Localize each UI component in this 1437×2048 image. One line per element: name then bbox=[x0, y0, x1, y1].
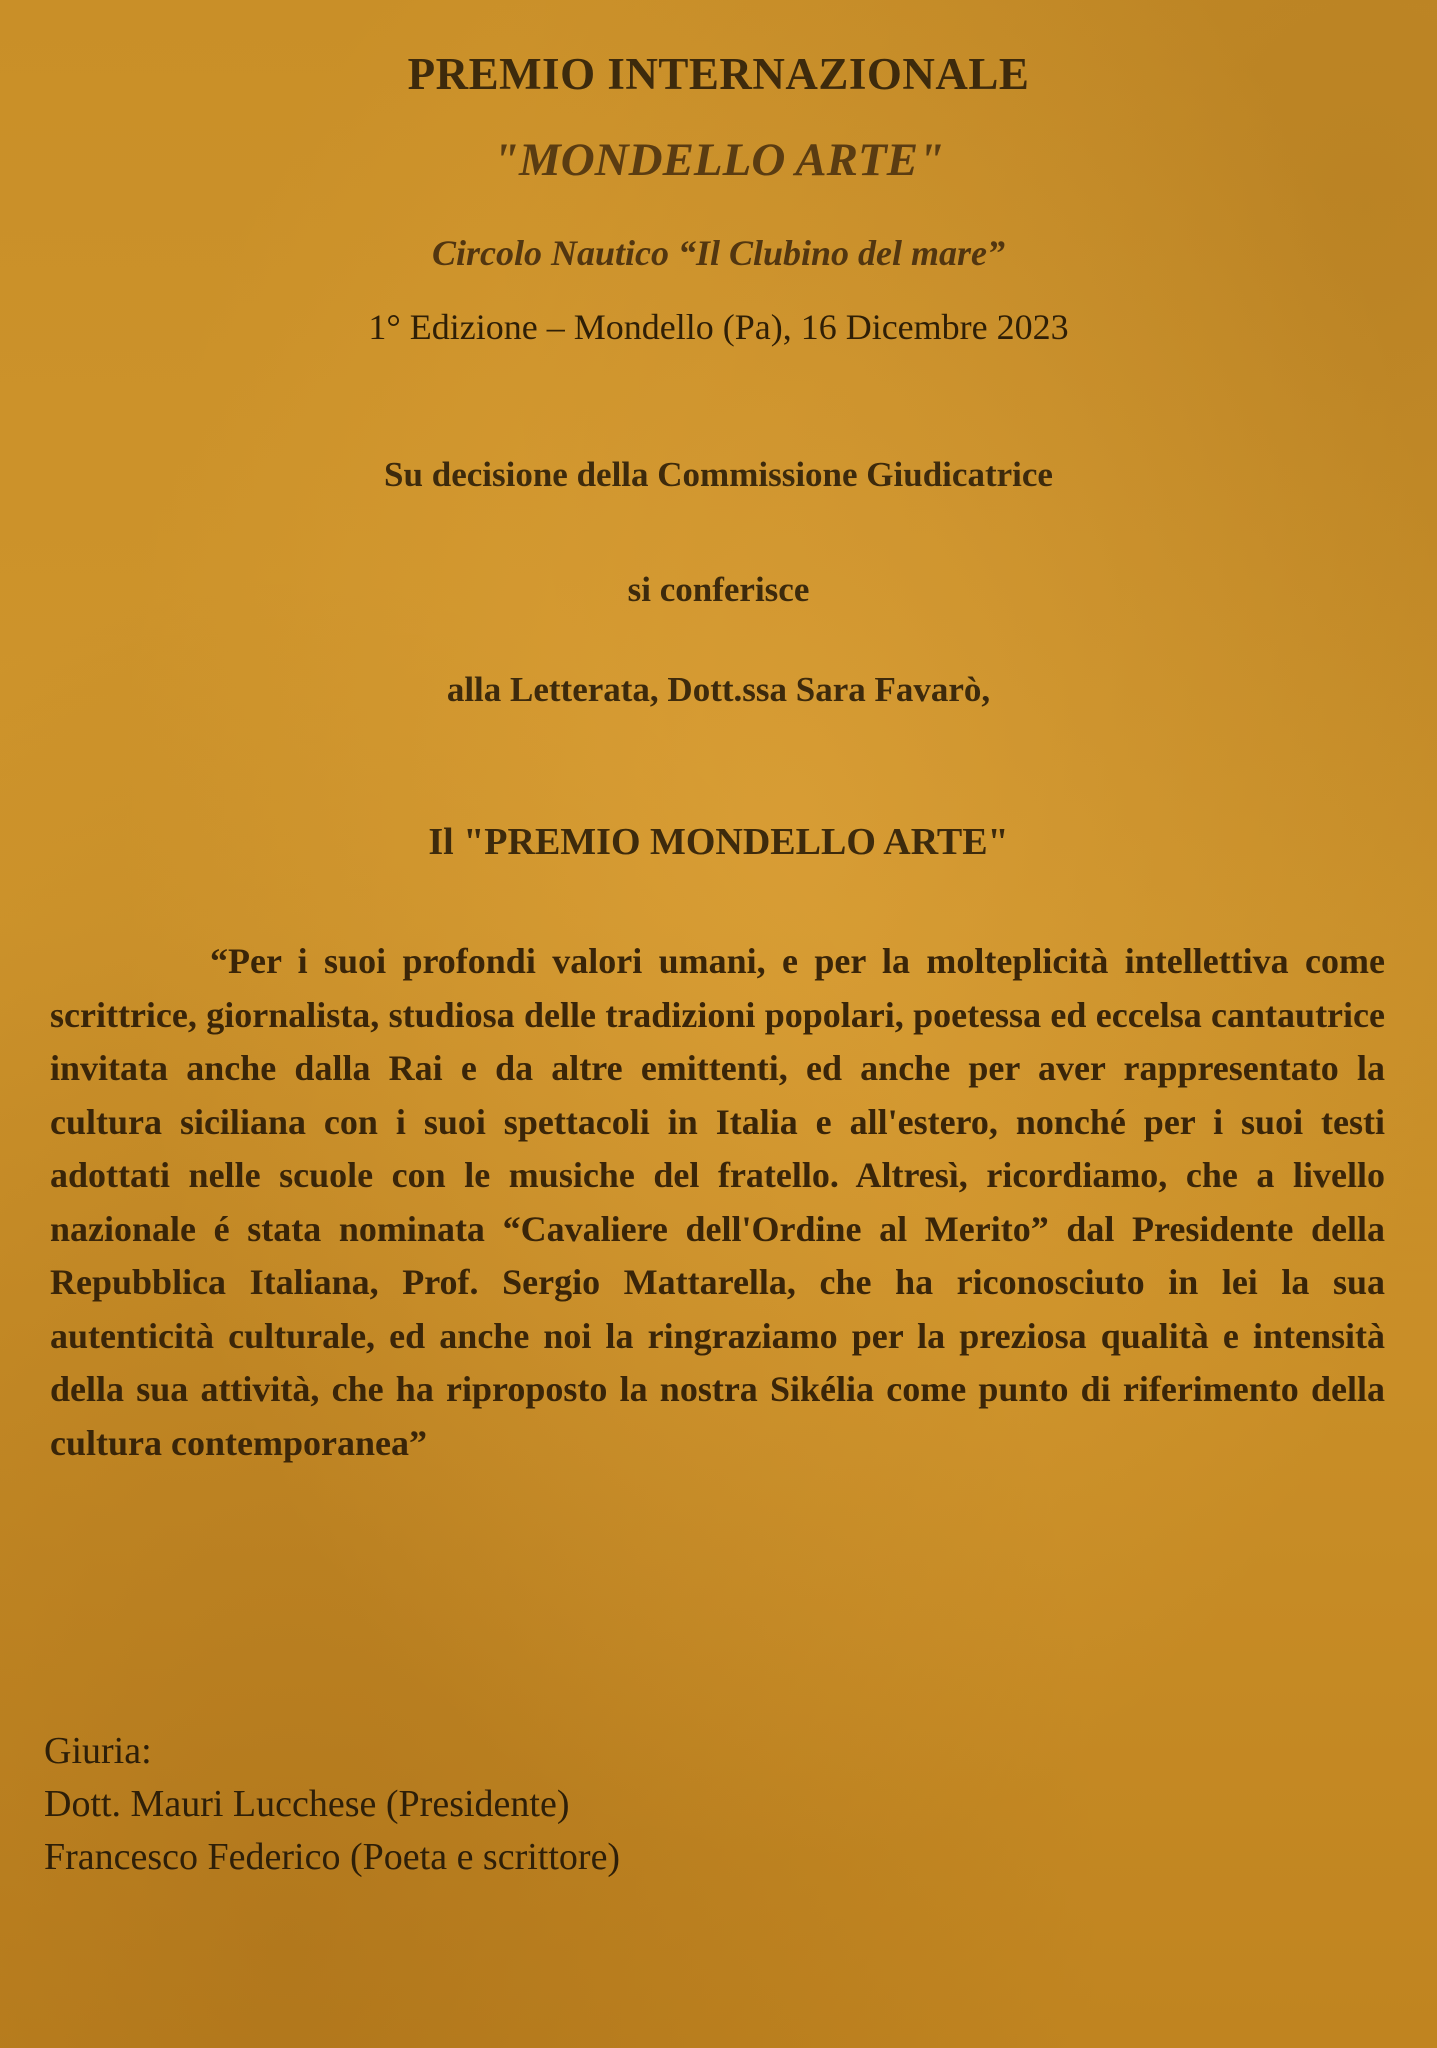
recipient-line: alla Letterata, Dott.ssa Sara Favarò, bbox=[446, 670, 991, 709]
motivation-paragraph: “Per i suoi profondi valori umani, e per la molteplicità intellettiva come scrittrice, giornalista, studiosa delle tradizioni popolari, poetessa ed eccelsa cantautrice invitata anche dalla Rai e da altre emittenti, ed anche per aver rappresentato la cultura siciliana con i suoi spettacoli in Italia e all'estero, nonché per i suoi testi adottati nelle scuole con le musiche del fratello. Altresì, ricordiamo, che a livello nazionale é stata nominata “Cavaliere dell'Ordine al Merito” dal Presidente della Repubblica Italiana, Prof. Sergio Mattarella, che ha riconosciuto in lei la sua autenticità culturale, ed anche noi la ringraziamo per la preziosa qualità e intensità della sua attività, che ha riproposto la nostra Sikélia come punto di riferimento della cultura contemporanea” bbox=[50, 941, 1385, 1463]
jury-member: Francesco Federico (Poeta e scrittore) bbox=[44, 1836, 621, 1878]
award-name: "MONDELLO ARTE" bbox=[492, 134, 945, 186]
jury-label: Giuria: bbox=[44, 1730, 152, 1772]
prize-name: Il "PREMIO MONDELLO ARTE" bbox=[428, 821, 1009, 863]
jury-block bbox=[44, 1725, 944, 1884]
venue-line: Circolo Nautico “Il Clubino del mare” bbox=[431, 233, 1006, 273]
edition-line: 1° Edizione – Mondello (Pa), 16 Dicembre 2023 bbox=[368, 307, 1069, 347]
conferisce-line: si conferisce bbox=[627, 570, 810, 609]
decision-line: Su decisione della Commissione Giudicatrice bbox=[384, 455, 1053, 494]
certificate-title: PREMIO INTERNAZIONALE bbox=[407, 49, 1030, 99]
jury-member: Dott. Mauri Lucchese (Presidente) bbox=[44, 1783, 570, 1825]
